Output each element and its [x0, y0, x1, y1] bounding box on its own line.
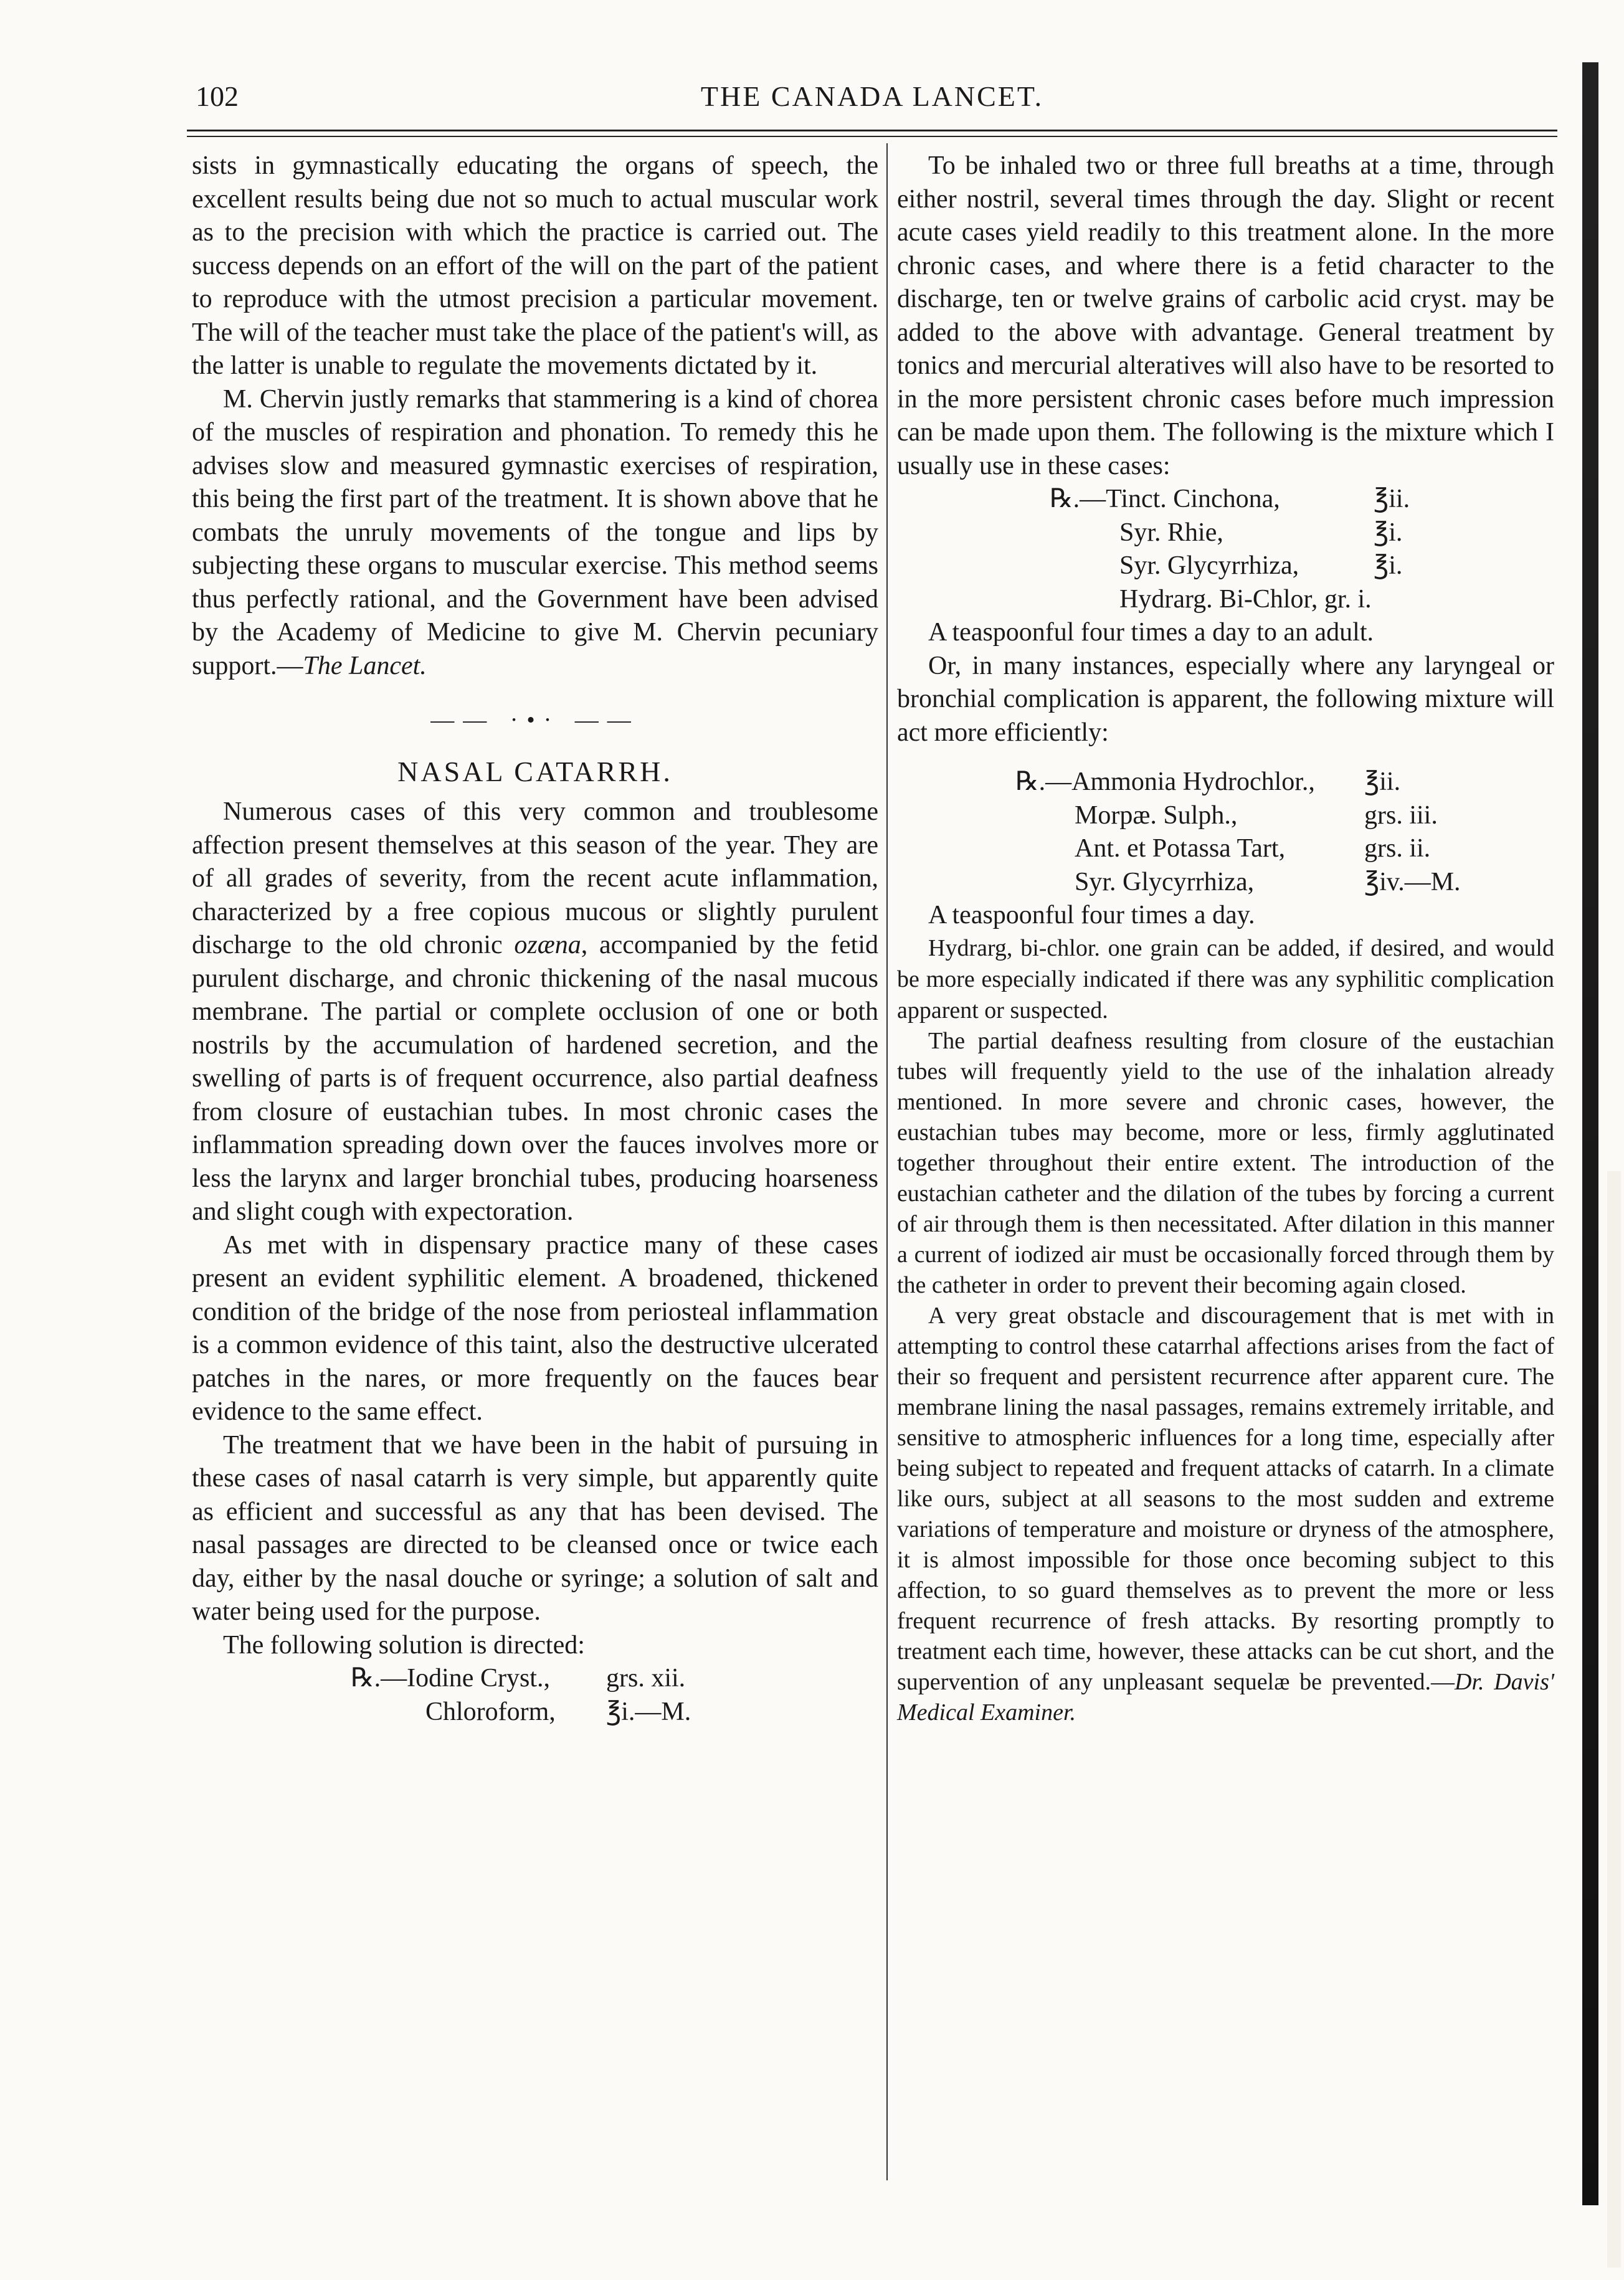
prescription-line [351, 1696, 878, 1729]
ingredient: Ant. et Potassa Tart, [1075, 834, 1286, 863]
source-citation: The Lancet. [303, 651, 427, 680]
prescription-line [1050, 583, 1554, 617]
page-header [187, 80, 1557, 123]
paragraph: A teaspoonful four times a day. [928, 901, 1255, 929]
ingredient: ℞.—Iodine Cryst., [351, 1664, 550, 1693]
section-heading: NASAL CATARRH. [397, 755, 673, 787]
prescription-line [1015, 866, 1554, 900]
paragraph: Or, in many instances, especially where any laryngeal or bronchial complication is apparent, the following mixture will act more efficiently: [897, 651, 1554, 747]
ingredient: Syr. Glycyrrhiza, [1119, 551, 1299, 580]
ingredient: Chloroform, [425, 1697, 556, 1726]
running-title: THE CANADA LANCET. [700, 80, 1044, 112]
page-number: 102 [196, 80, 239, 112]
left-column [192, 150, 878, 1729]
book-gutter-edge [1582, 62, 1598, 2205]
quantity: grs. ii. [1364, 834, 1431, 863]
paragraph-text: Numerous cases of this very common and troublesome affection present themselves at this season of the year. They are of all grades of severity, from the recent acute inflammation, characterized by a free copious mucous or slightly purulent discharge to the old chronic [192, 797, 878, 959]
italic-term: ozæna [514, 931, 581, 959]
paragraph: A teaspoonful four times a day to an adult. [928, 618, 1374, 647]
prescription-line [1015, 799, 1554, 833]
paragraph: To be inhaled two or three full breaths at a time, through either nostril, several times through the day. Slight or recent acute cases yield readily to this treatment alone. In the more chronic cases, and where there is a fetid character to the discharge, ten or twelve grains of carbolic acid cryst. may be added to the above with advantage. General treatment by tonics and mercurial alteratives will also have to be resorted to in the more persistent chronic cases before much impression can be made upon them. The following is the mixture which I usually use in these cases: [897, 151, 1554, 480]
prescription [897, 766, 1554, 899]
prescription-line [1050, 483, 1554, 516]
paragraph [897, 1301, 1554, 1728]
header-rule-thin [187, 136, 1557, 137]
prescription-line [1015, 832, 1554, 866]
paragraph: Hydrarg, bi-chlor. one grain can be added, if desired, and would be more especially indicated if there was any syphilitic complication apparent or suspected. [897, 934, 1554, 1024]
facing-page-edge [1607, 1171, 1621, 2268]
quantity: ℥i. [1374, 551, 1403, 580]
prescription-line [1015, 766, 1554, 799]
paragraph [192, 796, 878, 1229]
right-column [897, 150, 1554, 1728]
column-rule [886, 143, 888, 2180]
ingredient: Morpæ. Sulph., [1075, 800, 1238, 830]
prescription-line [351, 1662, 878, 1696]
ingredient: Syr. Glycyrrhiza, [1075, 867, 1255, 896]
quantity: grs. xii. [606, 1664, 686, 1693]
paragraph [192, 383, 878, 683]
paragraph: sists in gymnastically educating the organs of speech, the excellent results being due not so much to actual muscular work as to the precision with which the practice is carried out. The success depends on an effort of the will on the part of the patient to reproduce with the utmost precision a particular movement. The will of the teacher must take the place of the patient's will, as the latter is unable to regulate the movements dictated by it. [192, 151, 878, 380]
paragraph: The treatment that we have been in the habit of pursuing in these cases of nasal catarrh is very simple, but apparently quite as efficient and successful as any that has been devised. The nasal passages are directed to be cleansed once or twice each day, either by the nasal douche or syringe; a solution of salt and water being used for the purpose. [192, 1430, 878, 1626]
quantity: ℥i.—M. [606, 1697, 691, 1726]
ingredient: ℞.—Tinct. Cinchona, [1050, 485, 1280, 513]
source-citation: Dr. Davis' Medical Examiner. [897, 1668, 1554, 1726]
quantity: ℥iv.—M. [1364, 867, 1461, 896]
quantity: grs. iii. [1364, 800, 1438, 830]
prescription [192, 1662, 878, 1729]
prescription-line [1050, 516, 1554, 550]
paragraph-text: A very great obstacle and discouragement that is met with in attempting to control these catarrhal affections arises from the fact of their so frequent and persistent recurrence after apparent cure. The membrane lining the nasal passages, remains extremely irritable, and sensitive to atmospheric influences for a long time, especially after being subject to repeated and frequent attacks of catarrh. In a climate like ours, subject at all seasons to the most sudden and extreme variations of temperature and moisture or dryness of the atmosphere, it is almost impossible for those once becoming subject to this affection, to so guard themselves as to prevent the more or less frequent recurrence of fresh attacks. By resorting promptly to treatment each time, however, these attacks can be cut short, and the supervention of any unpleasant sequelæ be prevented.— [897, 1302, 1554, 1695]
quantity: ℥ii. [1364, 767, 1401, 796]
quantity: ℥i. [1374, 518, 1403, 547]
ingredient: Hydrarg. Bi-Chlor, gr. i. [1119, 584, 1372, 614]
prescription-line [1050, 549, 1554, 583]
ingredient: ℞.—Ammonia Hydrochlor., [1015, 767, 1315, 796]
quantity: ℥ii. [1374, 485, 1410, 513]
paragraph-text: M. Chervin justly remarks that stammering is a kind of chorea of the muscles of respiration and phonation. To remedy this he advises slow and measured gymnastic exercises of respiration, this being the first part of the treatment. It is shown above that he combats the unruly movements of the tongue and lips by subjecting these organs to muscular exercise. This method seems thus perfectly rational, and the Government have been advised by the Academy of Medicine to give M. Chervin pecuniary support.— [192, 384, 878, 680]
paragraph: The partial deafness resulting from closure of the eustachian tubes will frequently yield to the use of the inhalation already mentioned. In more severe and chronic cases, however, the eustachian tubes may become, more or less, firmly agglutinated together throughout their entire extent. The introduction of the eustachian catheter and the dilation of the tubes by forcing a current of air through them is then necessitated. After dilation in this manner a current of iodized air must be occasionally forced through them by the catheter in order to prevent their becoming again closed. [897, 1027, 1554, 1298]
prescription [897, 483, 1554, 616]
paragraph: As met with in dispensary practice many of these cases present an evident syphilitic element. A broadened, thickened condition of the bridge of the nose from periosteal inflammation is a common evidence of this taint, also the destructive ulcerated patches in the nares, or more frequently on the fauces bear evidence to the same effect. [192, 1230, 878, 1426]
header-rule [187, 130, 1557, 131]
ingredient: Syr. Rhie, [1119, 518, 1223, 547]
paragraph-text: , accompanied by the fetid purulent discharge, and chronic thickening of the nasal mucous membrane. The partial or complete occlusion of one or both nostrils by the accumulation of hardened secretion, and the swelling of parts is of frequent occurrence, also partial deafness from closure of eustachian tubes. In most chronic cases the inflammation spreading down over the fauces involves more or less the larynx and larger bronchial tubes, producing hoarseness and slight cough with expectoration. [192, 931, 878, 1226]
paragraph: The following solution is directed: [223, 1630, 585, 1660]
section-divider: —— ·•· —— [430, 707, 640, 733]
